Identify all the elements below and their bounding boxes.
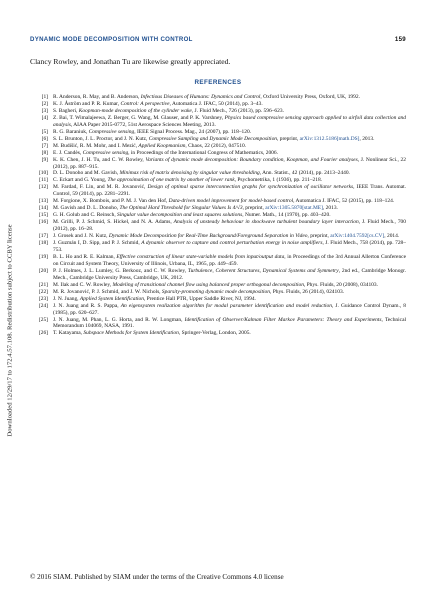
reference-text: [53, 136, 406, 143]
reference-title: Control: A perspective: [120, 100, 170, 107]
reference-authors: K. J. Åström and P. R. Kumar,: [53, 100, 121, 107]
reference-item: [30, 240, 406, 254]
reference-item: [30, 268, 406, 282]
reference-year: , 2013.: [359, 135, 375, 142]
reference-authors: D. L. Donoho and M. Gavish,: [53, 170, 120, 177]
reference-title: Minimax risk of matrix denoising by singular value thresholding: [119, 170, 260, 177]
reference-details: , Phys. Fluids, 26 (2014), 024103.: [270, 288, 345, 295]
reference-number: [20]: [38, 267, 48, 274]
reference-item: [30, 129, 406, 136]
download-side-note: [5, 115, 15, 545]
reference-authors: J. N. Juang,: [53, 295, 80, 302]
reference-item: [30, 317, 406, 331]
reference-number: [4]: [41, 114, 48, 121]
reference-title: Applied System Identification: [79, 295, 144, 302]
reference-number: [26]: [38, 330, 48, 337]
reference-authors: Z. Bai, T. Wimalajeewa, Z. Berger, G. Wang, M. Glauser, and P. K. Varshney,: [53, 114, 225, 121]
reference-details: , Ann. Statist., 42 (2014), pp. 2413–2440.: [259, 170, 350, 177]
reference-number: [9]: [41, 156, 48, 163]
reference-authors: R. G. Baraniuk,: [53, 128, 89, 135]
reference-item: [30, 303, 406, 317]
reference-details: , preprint,: [277, 135, 300, 142]
reference-number: [5]: [41, 128, 48, 135]
reference-authors: M. Ilak and C. W. Rowley,: [53, 281, 113, 288]
reference-details: , Chaos, 22 (2012), 047510.: [185, 142, 247, 149]
reference-authors: S. L. Brunton, J. L. Proctor, and J. N. Kutz,: [53, 135, 149, 142]
reference-title: Compressive sensing: [88, 128, 135, 135]
reference-text: [53, 317, 406, 331]
reference-text: [53, 303, 406, 317]
reference-text: [53, 157, 406, 171]
reference-title: Analysis of unsteady behaviour in shockwave turbulent boundary layer interaction: [173, 219, 359, 226]
reference-title: A dynamic observer to capture and control perturbation energy in noise amplifiers: [141, 240, 323, 247]
reference-number: [14]: [38, 205, 48, 212]
reference-authors: J. N. Juang, M. Phan, L. G. Horta, and R. W. Longman,: [53, 316, 185, 323]
reference-title: Design of optimal sparse interconnection graphs for synchronization of oscillator networks: [147, 184, 354, 191]
reference-number: [13]: [38, 198, 48, 205]
reference-title: The approximation of one matrix by another of lower rank: [107, 177, 235, 184]
reference-authors: B. L. Ho and R. E. Kalman,: [53, 253, 117, 260]
reference-details: , IEEE Signal Process. Mag., 24 (2007), pp. 118–120.: [134, 128, 252, 135]
reference-authors: M. Fardad, F. Lin, and M. R. Jovanović,: [53, 184, 148, 191]
reference-title: Sparsity-promoting dynamic mode decomposition: [161, 288, 270, 295]
reference-title: Dynamic Mode Decomposition for Real-Time Background/Foreground Separation in Video: [108, 233, 308, 240]
reference-authors: R. Anderson, R. May, and B. Anderson,: [53, 94, 141, 100]
reference-authors: P. J. Holmes, J. L. Lumley, G. Berkooz, and C. W. Rowley,: [53, 267, 188, 274]
reference-number: [12]: [38, 184, 48, 191]
reference-details: , Psychometrika, 1 (1936), pp. 211–218.: [234, 177, 323, 184]
reference-authors: J. Guzmán I, D. Sipp, and P. J. Schmid,: [53, 240, 142, 247]
reference-number: [16]: [38, 219, 48, 226]
reference-number: [7]: [41, 142, 48, 149]
reference-details: , 2nd ed., Cambridge Monogr. Mech., Cambridge University Press, Cambridge, UK, 2012.: [53, 267, 406, 281]
reference-title: Physics based compressive sensing approach applied to airfoil data collection and analysis: [53, 114, 406, 128]
reference-item: [30, 101, 406, 108]
reference-number: [17]: [38, 233, 48, 240]
reference-details: , IEEE Trans. Automat. Control, 59 (2014), pp. 2281–2291.: [53, 184, 406, 198]
reference-title: Subspace Methods for System Identification: [83, 330, 179, 337]
reference-title: Infectious Diseases of Humans: Dynamics and Control: [140, 94, 261, 100]
reference-number: [22]: [38, 288, 48, 295]
reference-number: [23]: [38, 295, 48, 302]
reference-details: , J. Fluid Mech., 726 (2013), pp. 596–623.: [191, 107, 284, 114]
reference-details: , in Proceedings of the 3rd Annual Allerton Conference on Circuit and System Theory, University of Illinois, Urbana, IL, 1965, pp. 449–459.: [53, 253, 407, 267]
reference-authors: K. K. Chen, J. H. Tu, and C. W. Rowley,: [53, 156, 146, 163]
reference-details: , AIAA Paper 2015-0772, 51st Aerospace Sciences Meeting, 2013.: [70, 121, 216, 128]
reference-text: [53, 150, 406, 157]
reference-details: , Technical Memorandum 104069, NASA, 1991.: [53, 316, 406, 330]
running-title: DYNAMIC MODE DECOMPOSITION WITH CONTROL: [30, 36, 193, 43]
reference-item: [30, 233, 406, 240]
reference-authors: T. Katayama,: [53, 330, 84, 337]
download-notice-text: Downloaded 12/29/17 to 172.4.57.108. Redistribution subject to CCBY license: [6, 223, 14, 437]
reference-number: [21]: [38, 281, 48, 288]
references-heading: REFERENCES: [194, 79, 242, 86]
reference-item: [30, 289, 406, 296]
reference-item: [30, 330, 406, 337]
reference-authors: M. R. Jovanović, P. J. Schmid, and J. W. Nichols,: [53, 288, 162, 295]
reference-number: [15]: [38, 212, 48, 219]
reference-authors: J. Grosek and J. N. Kutz,: [53, 233, 109, 240]
reference-authors: G. H. Golub and C. Reinsch,: [53, 212, 118, 219]
reference-title: An eigensystem realization algorithm for modal parameter identification and model reduction: [120, 302, 332, 309]
reference-details: , J. Fluid Mech., 758 (2014), pp. 728–753.: [53, 240, 406, 253]
reference-number: [6]: [41, 135, 48, 142]
reference-number: [19]: [38, 253, 48, 260]
reference-item: [30, 219, 406, 233]
reference-details: , preprint,: [307, 233, 331, 240]
reference-details: , Phys. Fluids, 20 (2008), 034103.: [303, 281, 378, 288]
reference-title: Effective construction of linear state-variable models from input/output data: [116, 253, 285, 260]
reference-item: [30, 282, 406, 289]
reference-title: The Optimal Hard Threshold for Singular Values Is 4/√3: [119, 205, 243, 212]
reference-title: Compressive Sampling and Dynamic Mode Decomposition: [148, 135, 278, 142]
reference-authors: E. J. Candès,: [53, 149, 83, 156]
reference-item: [30, 94, 406, 101]
reference-text: [53, 219, 406, 233]
reference-link[interactable]: arXiv:1404.7592[cs.CV]: [330, 233, 385, 240]
reference-list: [30, 94, 406, 337]
reference-item: [30, 296, 406, 303]
reference-authors: M. Gavish and D. L. Donoho,: [53, 205, 120, 212]
reference-title: Singular value decomposition and least squares solutions: [117, 212, 243, 219]
reference-title: Variants of dynamic mode decomposition: Boundary condition, Koopman, and Fourier analyses: [145, 156, 358, 163]
reference-details: , J. Nonlinear Sci., 22 (2012), pp. 887–915.: [53, 156, 406, 170]
reference-item: [30, 136, 406, 143]
reference-number: [2]: [41, 100, 48, 107]
reference-year: , 2013.: [322, 205, 338, 212]
reference-title: Koopman-mode decomposition of the cylinder wake: [78, 107, 192, 114]
reference-number: [24]: [38, 302, 48, 309]
reference-text: [53, 101, 406, 108]
reference-details: , Oxford University Press, Oxford, UK, 1992.: [260, 94, 360, 100]
reference-details: , in Proceedings of the International Congress of Mathematics, 2006.: [128, 149, 278, 156]
reference-title: Applied Koopmanism: [138, 142, 186, 149]
reference-text: [53, 184, 406, 198]
reference-item: [30, 150, 406, 157]
reference-text: [53, 108, 406, 115]
reference-link[interactable]: arXiv:1312.5186[math.DS]: [299, 135, 360, 142]
reference-number: [8]: [41, 149, 48, 156]
page-number: 159: [394, 36, 406, 43]
reference-details: , Springer-Verlag, London, 2005.: [178, 330, 251, 337]
reference-number: [11]: [39, 177, 48, 184]
reference-year: , 2014.: [384, 233, 400, 240]
reference-title: Turbulence, Coherent Structures, Dynamical Systems and Symmetry: [187, 267, 339, 274]
reference-details: , J. Fluid Mech., 700 (2012), pp. 16–28.: [53, 219, 406, 233]
reference-text: [53, 233, 406, 240]
reference-authors: C. Eckart and G. Young,: [53, 177, 108, 184]
reference-text: [53, 268, 406, 282]
reference-authors: J. N. Juang and R. S. Pappa,: [53, 302, 121, 309]
reference-authors: M. Budišić, R. M. Mohr, and I. Mezić,: [53, 142, 139, 149]
reference-details: , Automatica J. IFAC, 50 (2014), pp. 3–43.: [169, 100, 263, 107]
reference-details: , preprint,: [242, 205, 266, 212]
reference-number: [1]: [41, 94, 48, 100]
reference-details: , J. Guidance Control Dynam., 8 (1985), pp. 620–627.: [53, 302, 406, 316]
license-footer: © 2016 SIAM. Published by SIAM under the terms of the Creative Commons 4.0 license: [30, 573, 284, 581]
reference-text: [53, 289, 406, 296]
reference-details: , Numer. Math., 14 (1970), pp. 403–420.: [242, 212, 331, 219]
reference-text: [53, 94, 406, 101]
acknowledgment-text: Clancy Rowley, and Jonathan Tu are likewise greatly appreciated.: [30, 57, 231, 66]
reference-details: , Prentice Hall PTR, Upper Saddle River, NJ, 1994.: [143, 295, 256, 302]
reference-text: [53, 282, 406, 289]
reference-number: [25]: [38, 316, 48, 323]
reference-number: [3]: [41, 107, 48, 114]
reference-link[interactable]: arXiv:1305.5870[stat.ME]: [265, 205, 323, 212]
reference-text: [53, 330, 406, 337]
reference-item: [30, 108, 406, 115]
reference-number: [18]: [38, 240, 48, 247]
reference-title: Data-driven model improvement for model-based control: [168, 198, 294, 205]
reference-text: [53, 115, 406, 129]
reference-text: [53, 129, 406, 136]
reference-title: Identification of Observer/Kalman Filter Markov Parameters: Theory and Experiments: [184, 316, 382, 323]
reference-text: [53, 296, 406, 303]
reference-item: [30, 254, 406, 268]
reference-item: [30, 184, 406, 198]
reference-authors: M. Forgione, X. Bombois, and P. M. J. Van den Hof,: [53, 198, 169, 205]
reference-authors: S. Bagheri,: [53, 107, 79, 114]
reference-item: [30, 157, 406, 171]
running-header: [30, 36, 406, 43]
reference-item: [30, 115, 406, 129]
reference-details: , Automatica J. IFAC, 52 (2015), pp. 118–124.: [293, 198, 395, 205]
reference-authors: M. Grilli, P. J. Schmid, S. Hickel, and N. A. Adams,: [53, 219, 174, 226]
reference-item: [30, 143, 406, 150]
reference-text: [53, 254, 406, 268]
reference-number: [10]: [38, 170, 48, 177]
reference-title: Modeling of transitional channel flow using balanced proper orthogonal decomposition: [112, 281, 304, 288]
reference-title: Compressive sensing: [82, 149, 129, 156]
reference-text: [53, 143, 406, 150]
reference-text: [53, 240, 406, 254]
